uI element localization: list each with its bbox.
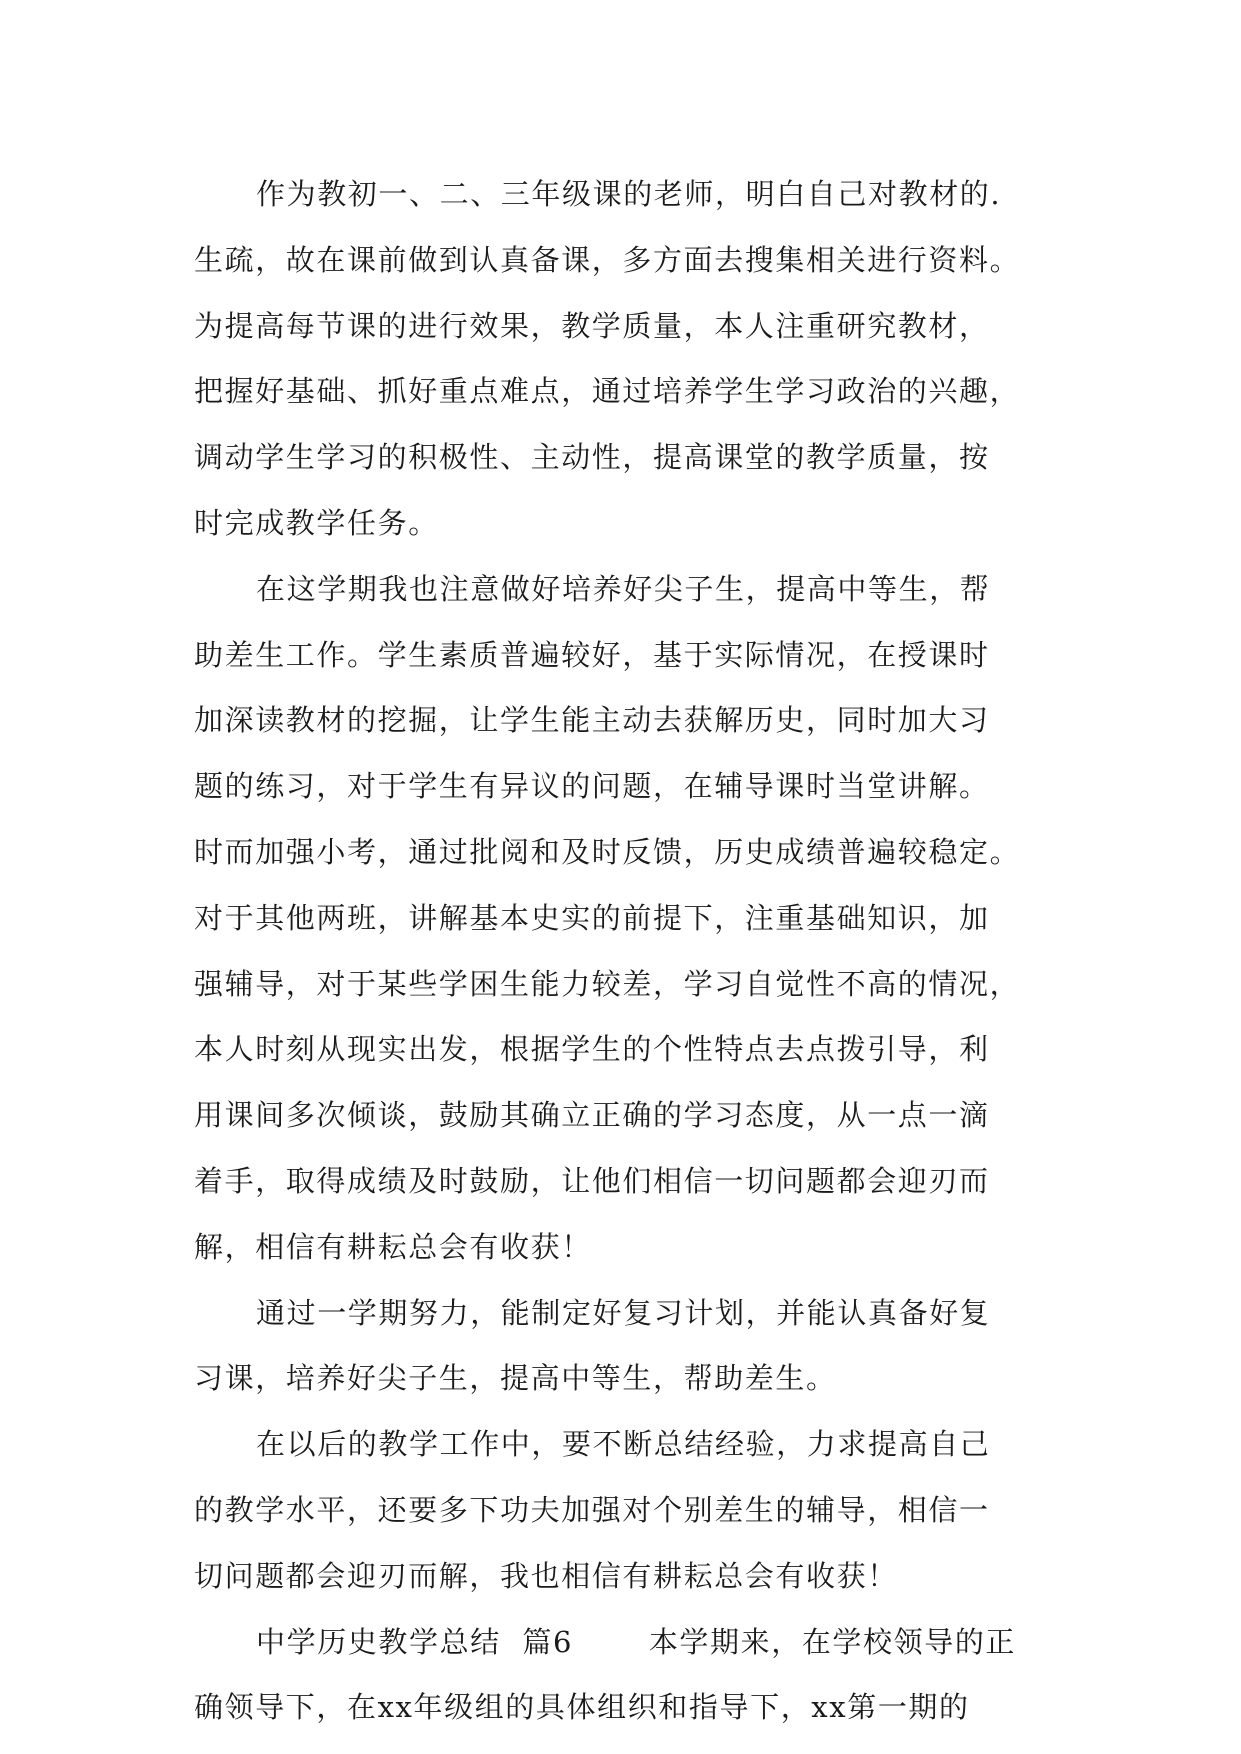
text-line: 为提高每节课的进行效果，教学质量，本人注重研究教材， [194,308,990,343]
text-line: 时而加强小考，通过批阅和及时反馈，历史成绩普遍较稳定。 [194,834,1021,869]
text-line: 在以后的教学工作中，要不断总结经验，力求提高自己 [256,1427,991,1462]
text-line: 通过一学期努力，能制定好复习计划，并能认真备好复 [256,1295,991,1330]
text-line: 题的练习，对于学生有异议的问题，在辅导课时当堂讲解。 [194,769,990,804]
text-line: 对于其他两班，讲解基本史实的前提下，注重基础知识，加 [194,900,990,935]
text-line: 习课，培养好尖子生，提高中等生，帮助差生。 [194,1361,837,1396]
text-line: 的教学水平，还要多下功夫加强对个别差生的辅导，相信一 [194,1492,990,1527]
text-line: 作为教初一、二、三年级课的老师，明白自己对教材的. [256,177,1002,211]
text-line: 中学历史教学总结 篇6 本学期来，在学校领导的正 [256,1624,1017,1659]
text-line: 生疏，故在课前做到认真备课，多方面去搜集相关进行资料。 [194,242,1021,277]
text-line: 用课间多次倾谈，鼓励其确立正确的学习态度，从一点一滴 [194,1098,990,1133]
text-line: 着手，取得成绩及时鼓励，让他们相信一切问题都会迎刃而 [194,1163,990,1198]
text-line: 切问题都会迎刃而解，我也相信有耕耘总会有收获！ [194,1558,898,1593]
text-line: 解，相信有耕耘总会有收获！ [194,1229,592,1264]
text-line: 时完成教学任务。 [194,505,439,540]
text-line: 加深读教材的挖掘，让学生能主动去获解历史，同时加大习 [194,703,990,738]
text-line: 确领导下，在xx年级组的具体组织和指导下，xx第一期的 [194,1690,970,1725]
text-line: 在这学期我也注意做好培养好尖子生，提高中等生，帮 [256,571,991,606]
text-line: 把握好基础、抓好重点难点，通过培养学生学习政治的兴趣， [194,374,1021,409]
text-line: 助差生工作。学生素质普遍较好，基于实际情况，在授课时 [194,637,990,672]
text-line: 本人时刻从现实出发，根据学生的个性特点去点拨引导，利 [194,1032,990,1067]
text-line: 强辅导，对于某些学困生能力较差，学习自觉性不高的情况， [194,966,1021,1001]
text-line: 调动学生学习的积极性、主动性，提高课堂的教学质量，按 [194,440,990,475]
document-body [194,162,1074,1741]
